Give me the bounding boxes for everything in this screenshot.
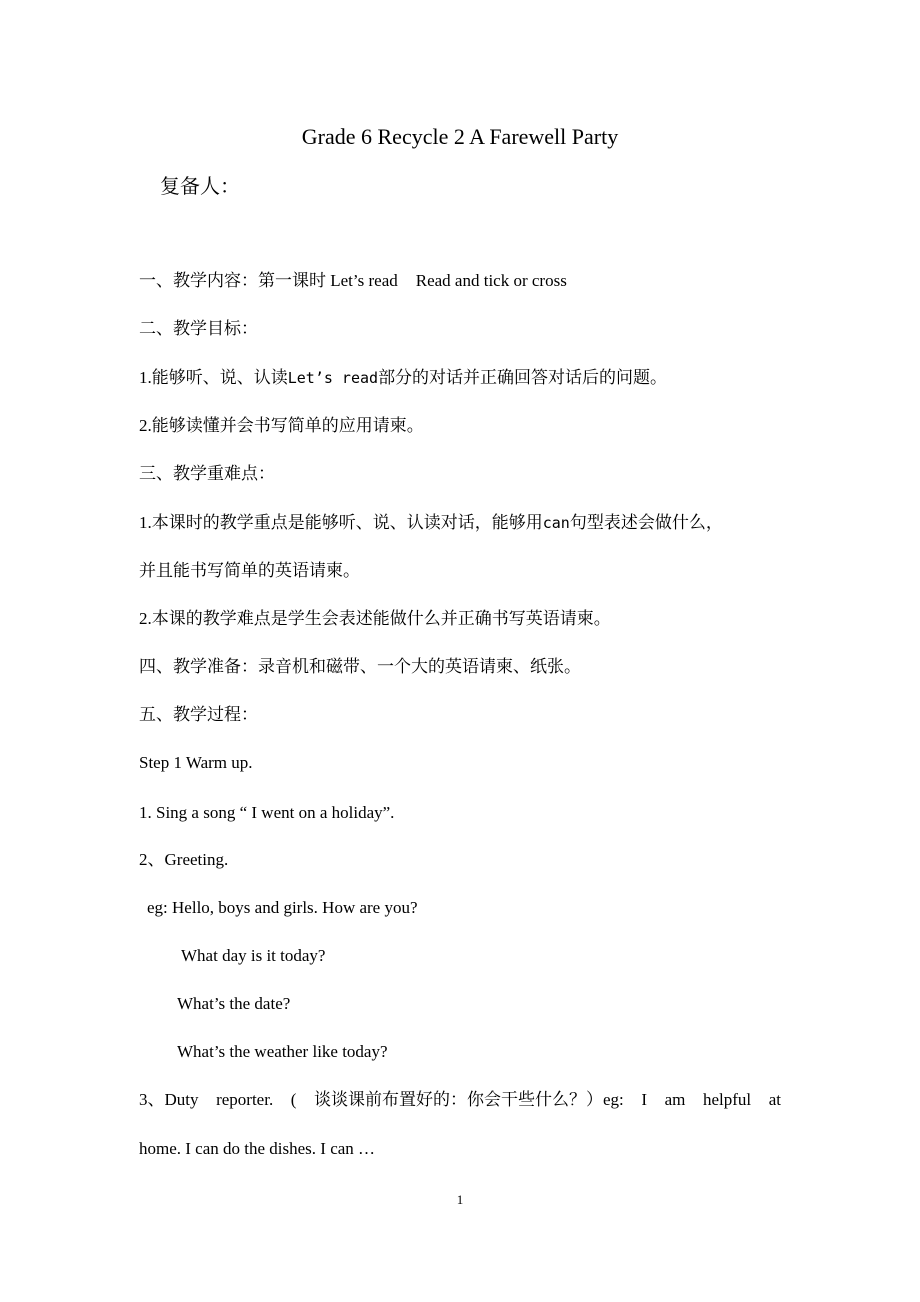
step-item-greeting: 2、Greeting. [139,850,229,869]
goal-item-2: 2.能够读懂并会书写简单的应用请柬。 [139,416,424,435]
greeting-example-2: What day is it today? [181,946,326,965]
duty-reporter-word: am [664,1090,686,1109]
key-point-1 [139,513,723,533]
greeting-example-1: eg: Hello, boys and girls. How are you? [147,898,418,917]
duty-reporter-continued: home. I can do the dishes. I can … [139,1139,376,1158]
greeting-example-3: What’s the date? [177,994,291,1013]
section-teaching-content-label: 一、教学内容：第一课时 Let’s read [139,271,398,290]
duty-reporter-word: at [768,1090,781,1109]
step-1-heading: Step 1 Warm up. [139,753,253,772]
key-point-1-text-a: 1.本课时的教学重点是能够听、说、认读对话，能够用 [139,513,543,532]
page-number: 1 [456,1192,464,1207]
document-title: Grade 6 Recycle 2 A Farewell Party [301,124,619,149]
key-point-1-code: can [542,514,570,532]
step-item-sing-song: 1. Sing a song “ I went on a holiday”. [139,803,395,822]
key-point-2: 2.本课的教学难点是学生会表述能做什么并正确书写英语请柬。 [139,609,611,628]
duty-reporter-word: helpful [702,1090,752,1109]
duty-reporter-word: reporter. [216,1090,274,1109]
duty-reporter-word: ( [290,1090,297,1109]
step-item-duty-reporter [139,1090,781,1110]
preparer-label: 复备人： [160,176,240,198]
greeting-example-4: What’s the weather like today? [177,1042,388,1061]
key-point-1-text-b: 句型表述会做什么， [569,513,723,532]
section-teaching-content-rest: Read and tick or cross [415,271,567,290]
goal-item-1-text-a: 1.能够听、说、认读 [139,368,288,387]
goal-item-1-code: Let’s read [287,369,379,387]
goal-item-1 [139,368,667,388]
goal-item-1-text-b: 部分的对话并正确回答对话后的问题。 [378,368,668,387]
section-key-points: 三、教学重难点： [139,464,275,483]
section-teaching-content [139,271,567,291]
duty-reporter-word: 3、Duty [139,1090,199,1109]
section-teaching-process: 五、教学过程： [139,705,258,724]
key-point-1-continued: 并且能书写简单的英语请柬。 [139,561,360,580]
duty-reporter-word: I [641,1090,648,1109]
section-preparation: 四、教学准备：录音机和磁带、一个大的英语请柬、纸张。 [139,657,581,676]
section-teaching-goals: 二、教学目标： [139,319,258,338]
duty-reporter-word: 谈谈课前布置好的：你会干些什么？）eg: [314,1090,624,1109]
